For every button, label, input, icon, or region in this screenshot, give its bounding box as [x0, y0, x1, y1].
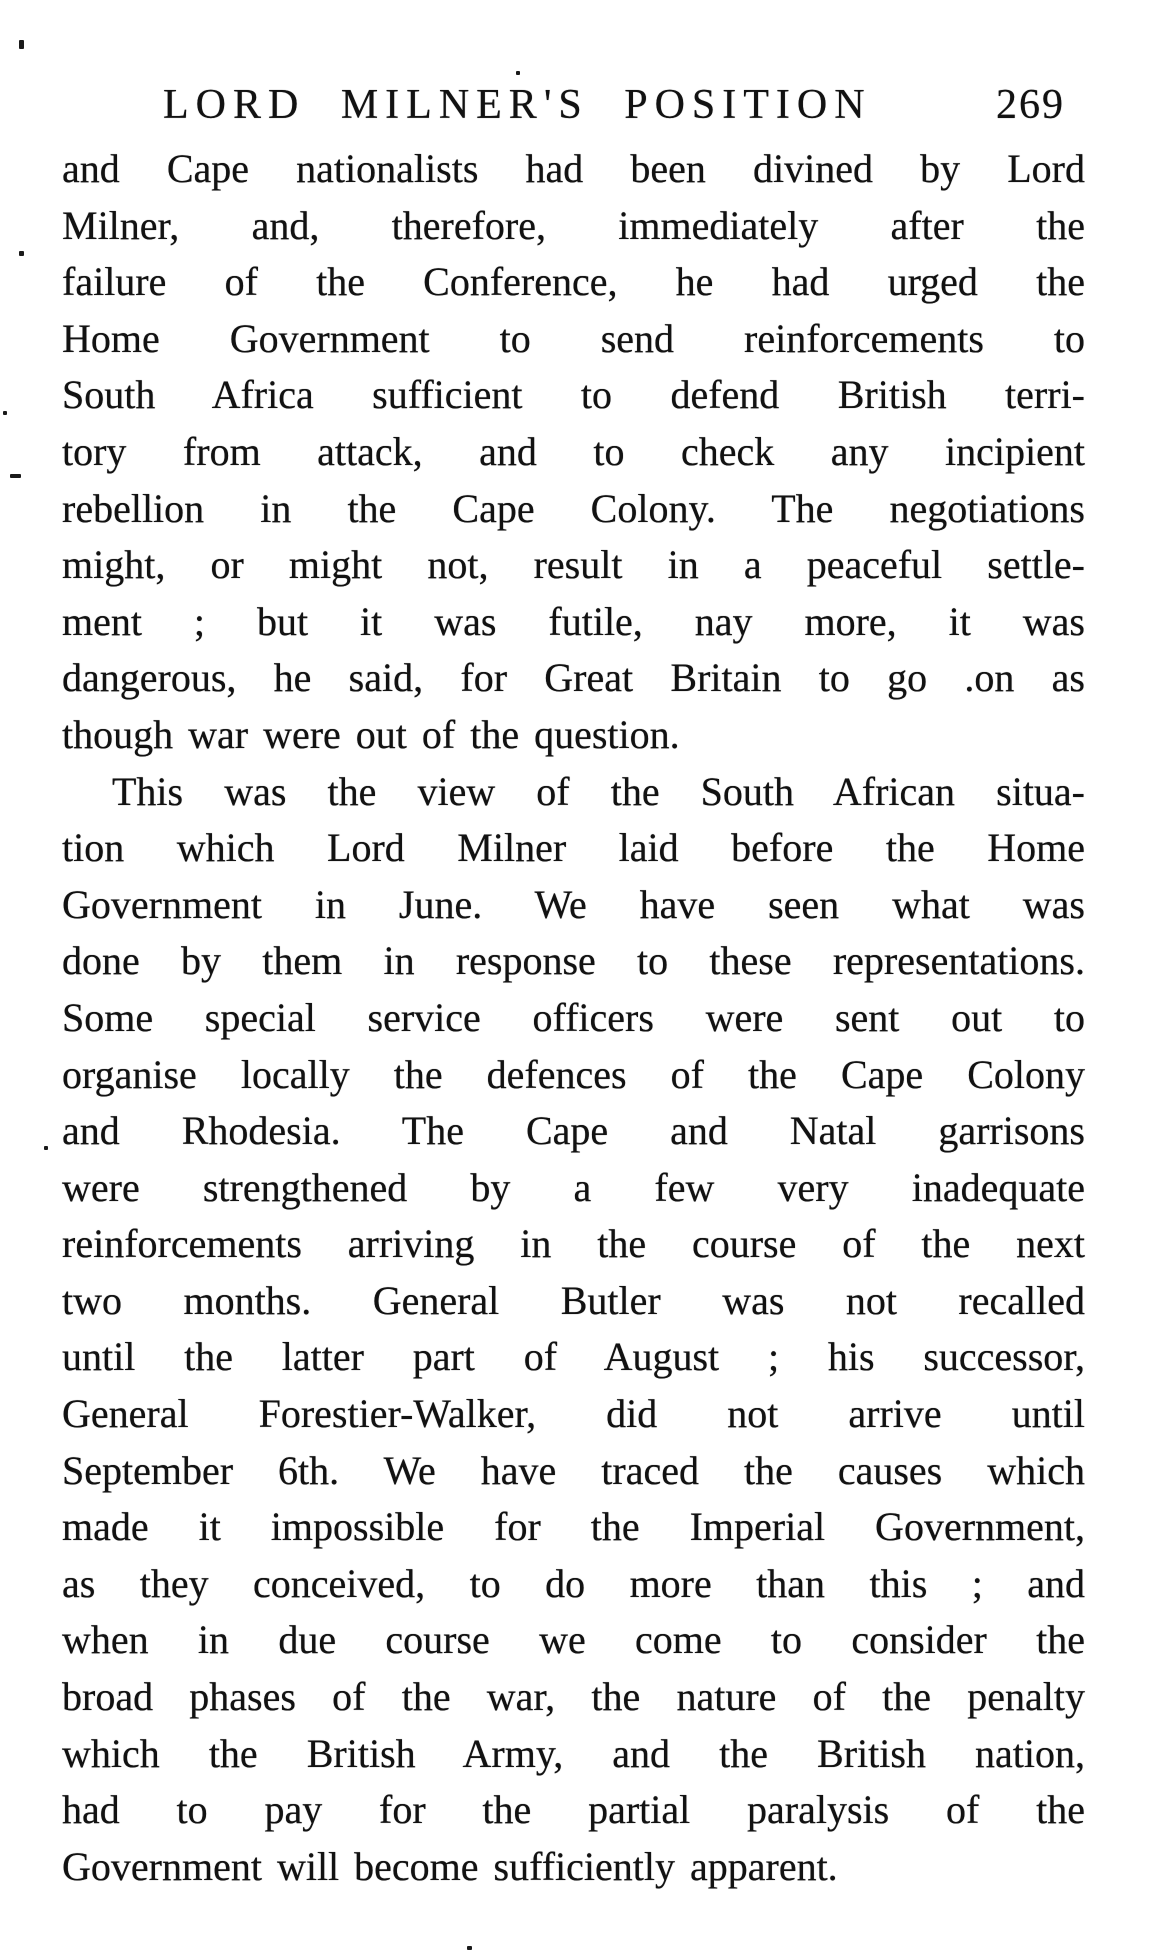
text-line: two months. General Butler was not recalled — [62, 1277, 1085, 1323]
text-line: Government in June. We have seen what was — [62, 881, 1085, 927]
text-line: when in due course we come to consider the — [62, 1617, 1085, 1663]
text-line: Some special service officers were sent out to — [62, 994, 1085, 1040]
text-line: Government will become sufficiently apparent. — [62, 1843, 838, 1889]
text-line: as they conceived, to do more than this ; and — [62, 1560, 1085, 1606]
text-line: were strengthened by a few very inadequate — [62, 1164, 1085, 1210]
text-line: broad phases of the war, the nature of the penalty — [62, 1674, 1085, 1720]
running-head-title: LORD MILNER'S POSITION — [163, 82, 872, 128]
text-line: Milner, and, therefore, immediately after the — [62, 202, 1085, 248]
text-line: done by them in response to these representations. — [62, 938, 1085, 984]
text-line: failure of the Conference, he had urged the — [62, 259, 1085, 305]
text-line: dangerous, he said, for Great Britain to go .on as — [62, 655, 1085, 701]
paragraph-1 — [62, 141, 1085, 764]
scan-speck — [44, 1146, 48, 1150]
scan-speck — [19, 251, 24, 256]
text-line: and Rhodesia. The Cape and Natal garrisons — [62, 1108, 1085, 1154]
scan-speck — [3, 411, 7, 415]
text-line: made it impossible for the Imperial Government, — [62, 1504, 1085, 1550]
scan-speck — [10, 474, 21, 478]
text-line: organise locally the defences of the Cape Colony — [62, 1051, 1085, 1097]
text-line: though war were out of the question. — [62, 711, 680, 757]
text-line: South Africa sufficient to defend British terri- — [62, 372, 1085, 418]
text-line: and Cape nationalists had been divined by Lord — [62, 146, 1085, 191]
page-number: 269 — [996, 82, 1065, 128]
text-line: rebellion in the Cape Colony. The negotiations — [62, 485, 1085, 531]
scan-speck — [19, 40, 24, 49]
text-line: General Forestier-Walker, did not arrive until — [62, 1391, 1085, 1437]
text-line: ment ; but it was futile, nay more, it was — [62, 598, 1085, 644]
text-line: tion which Lord Milner laid before the Home — [62, 825, 1085, 871]
text-line: September 6th. We have traced the causes which — [62, 1447, 1085, 1493]
text-line: which the British Army, and the British nation, — [62, 1730, 1085, 1776]
text-line: had to pay for the partial paralysis of the — [62, 1787, 1085, 1833]
scan-speck — [516, 71, 520, 75]
text-line: until the latter part of August ; his successor, — [62, 1334, 1085, 1380]
text-line: might, or might not, result in a peaceful settle- — [62, 542, 1085, 588]
paragraph-2 — [62, 764, 1085, 1896]
text-line: This was the view of the South African situa- — [112, 768, 1085, 814]
scan-speck — [467, 1946, 472, 1950]
text-line: reinforcements arriving in the course of the next — [62, 1221, 1085, 1267]
text-line: Home Government to send reinforcements to — [62, 315, 1085, 361]
running-head — [163, 82, 1065, 128]
text-line: tory from attack, and to check any incipient — [62, 428, 1085, 474]
page-body — [62, 141, 1085, 1895]
